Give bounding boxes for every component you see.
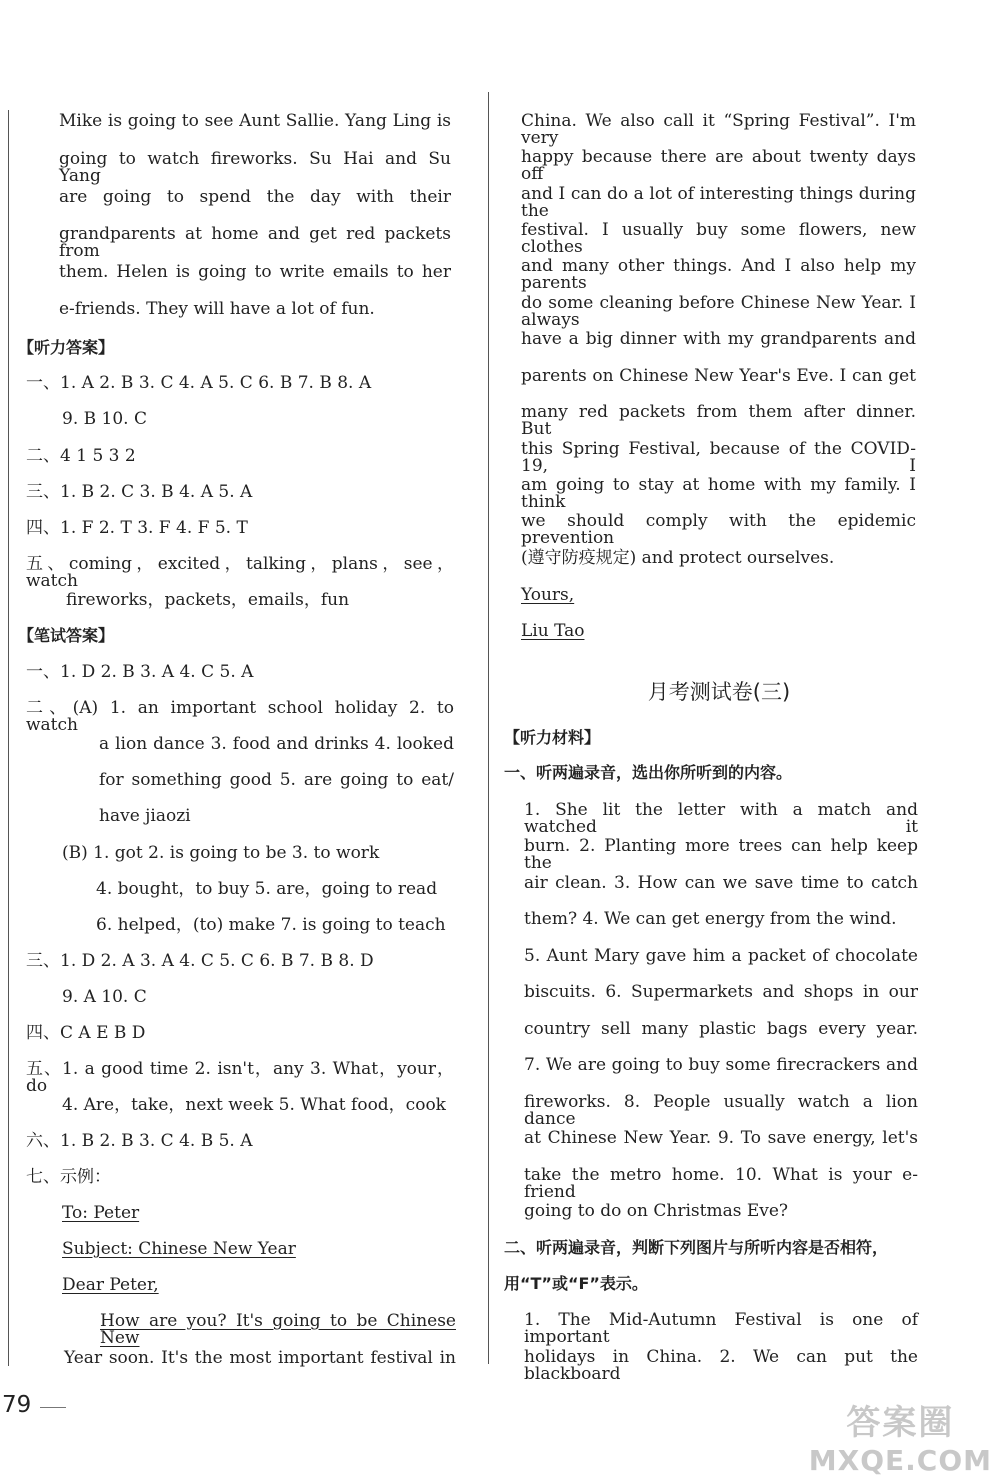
letter-line: am going to stay at home with my family. I think xyxy=(521,475,916,512)
answer-line: 五、coming，excited，talking，plans，see，watch xyxy=(26,554,454,591)
answer-line: 一、1. D 2. B 3. A 4. C 5. A xyxy=(26,662,254,682)
question-heading: 二、听两遍录音，判断下列图片与所听内容是否相符， xyxy=(504,1238,889,1257)
answer-line: (B) 1. got 2. is going to be 3. to work xyxy=(62,843,380,863)
transcript-line: 1. The Mid-Autumn Festival is one of important xyxy=(524,1310,918,1347)
letter-line: this Spring Festival, because of the COVID-19, I xyxy=(521,439,916,476)
letter-line: have a big dinner with my grandparents and xyxy=(521,329,916,349)
transcript-line: air clean. 3. How can we save time to catch xyxy=(524,873,918,893)
answer-line: fireworks，packets，emails，fun xyxy=(66,590,350,610)
watermark-title: 答案圈 xyxy=(846,1403,955,1443)
transcript-line: going to do on Christmas Eve? xyxy=(524,1201,789,1221)
answer-line: 4. bought，to buy 5. are，going to read xyxy=(96,879,438,899)
transcript-line: at Chinese New Year. 9. To save energy, let's xyxy=(524,1128,918,1148)
transcript-line: fireworks. 8. People usually watch a lion dance xyxy=(524,1092,918,1129)
answer-line: 三、1. D 2. A 3. A 4. C 5. C 6. B 7. B 8. D xyxy=(26,951,374,971)
letter-greeting: Dear Peter, xyxy=(62,1275,159,1295)
letter-line: and I can do a lot of interesting things during the xyxy=(521,184,916,221)
story-line: going to watch fireworks. Su Hai and Su Yang xyxy=(59,149,451,186)
letter-line: Year soon. It's the most important festival in xyxy=(64,1348,456,1368)
watermark-url: MXQE.COM xyxy=(808,1444,992,1477)
letter-line: (遵守防疫规定) and protect ourselves. xyxy=(521,548,835,568)
written-answers-heading: 【笔试答案】 xyxy=(18,626,115,645)
answer-line: 三、1. B 2. C 3. B 4. A 5. A xyxy=(26,482,253,502)
answer-line: 二、(A) 1. an important school holiday 2. to watch xyxy=(26,698,454,735)
page-number: 79 xyxy=(2,1392,32,1418)
question-heading: 用“T”或“F”表示。 xyxy=(504,1274,648,1293)
story-line: are going to spend the day with their xyxy=(59,187,451,207)
answer-line: for something good 5. are going to eat/ xyxy=(99,770,454,790)
letter-line: we should comply with the epidemic prevention xyxy=(521,511,916,548)
answer-line: 六、1. B 2. B 3. C 4. B 5. A xyxy=(26,1131,253,1151)
transcript-line: 5. Aunt Mary gave him a packet of chocolate xyxy=(524,946,918,966)
transcript-line: country sell many plastic bags every year. xyxy=(524,1019,918,1039)
story-line: Mike is going to see Aunt Sallie. Yang Ling is xyxy=(59,111,451,131)
letter-subject: Subject: Chinese New Year xyxy=(62,1239,296,1259)
transcript-line: 7. We are going to buy some firecrackers and xyxy=(524,1055,918,1075)
transcript-line: holidays in China. 2. We can put the blackboard xyxy=(524,1347,918,1384)
page-number-dash xyxy=(40,1407,66,1408)
answer-line: 七、示例： xyxy=(26,1167,111,1187)
letter-line: China. We also call it “Spring Festival”. I'm very xyxy=(521,111,916,148)
answer-line: 9. B 10. C xyxy=(62,409,147,429)
transcript-line: them? 4. We can get energy from the wind. xyxy=(524,909,897,929)
section-title: 月考测试卷(三) xyxy=(647,680,791,704)
answer-line: have jiaozi xyxy=(99,806,191,826)
transcript-line: 1. She lit the letter with a match and watched it xyxy=(524,800,918,837)
letter-line: many red packets from them after dinner. But xyxy=(521,402,916,439)
left-margin-rule xyxy=(8,110,9,1366)
letter-line: festival. I usually buy some flowers, new clothes xyxy=(521,220,916,257)
answer-line: 四、C A E B D xyxy=(26,1023,146,1043)
listening-answers-heading: 【听力答案】 xyxy=(18,338,115,357)
listening-material-heading: 【听力材料】 xyxy=(504,728,601,747)
question-heading: 一、听两遍录音，选出你所听到的内容。 xyxy=(504,763,793,782)
answer-line: 一、1. A 2. B 3. C 4. A 5. C 6. B 7. B 8. A xyxy=(26,373,372,393)
transcript-line: biscuits. 6. Supermarkets and shops in our xyxy=(524,982,918,1002)
letter-to: To: Peter xyxy=(62,1203,140,1223)
watermark-logo xyxy=(809,1395,992,1477)
letter-signature: Liu Tao xyxy=(521,621,585,641)
answer-line: 9. A 10. C xyxy=(62,987,147,1007)
column-divider xyxy=(488,92,489,1364)
story-line: them. Helen is going to write emails to her xyxy=(59,262,451,282)
transcript-line: take the metro home. 10. What is your e-friend xyxy=(524,1165,918,1202)
answer-line: 二、4 1 5 3 2 xyxy=(26,446,136,466)
story-line: grandparents at home and get red packets from xyxy=(59,224,451,261)
letter-line: do some cleaning before Chinese New Year. I always xyxy=(521,293,916,330)
story-line: e-friends. They will have a lot of fun. xyxy=(59,299,375,319)
answer-line: 五、1. a good time 2. isn't，any 3. What，your，do xyxy=(26,1059,454,1096)
answer-line: a lion dance 3. food and drinks 4. looked xyxy=(99,734,454,754)
answer-line: 6. helped，(to) make 7. is going to teach xyxy=(96,915,446,935)
letter-closing: Yours, xyxy=(521,585,575,605)
letter-line: happy because there are about twenty days off xyxy=(521,147,916,184)
answer-line: 4. Are，take，next week 5. What food，cook xyxy=(62,1095,446,1115)
letter-line: and many other things. And I also help my parents xyxy=(521,256,916,293)
letter-line: parents on Chinese New Year's Eve. I can get xyxy=(521,366,916,386)
letter-line: How are you? It's going to be Chinese New xyxy=(100,1311,456,1348)
answer-line: 四、1. F 2. T 3. F 4. F 5. T xyxy=(26,518,248,538)
transcript-line: burn. 2. Planting more trees can help keep the xyxy=(524,836,918,873)
